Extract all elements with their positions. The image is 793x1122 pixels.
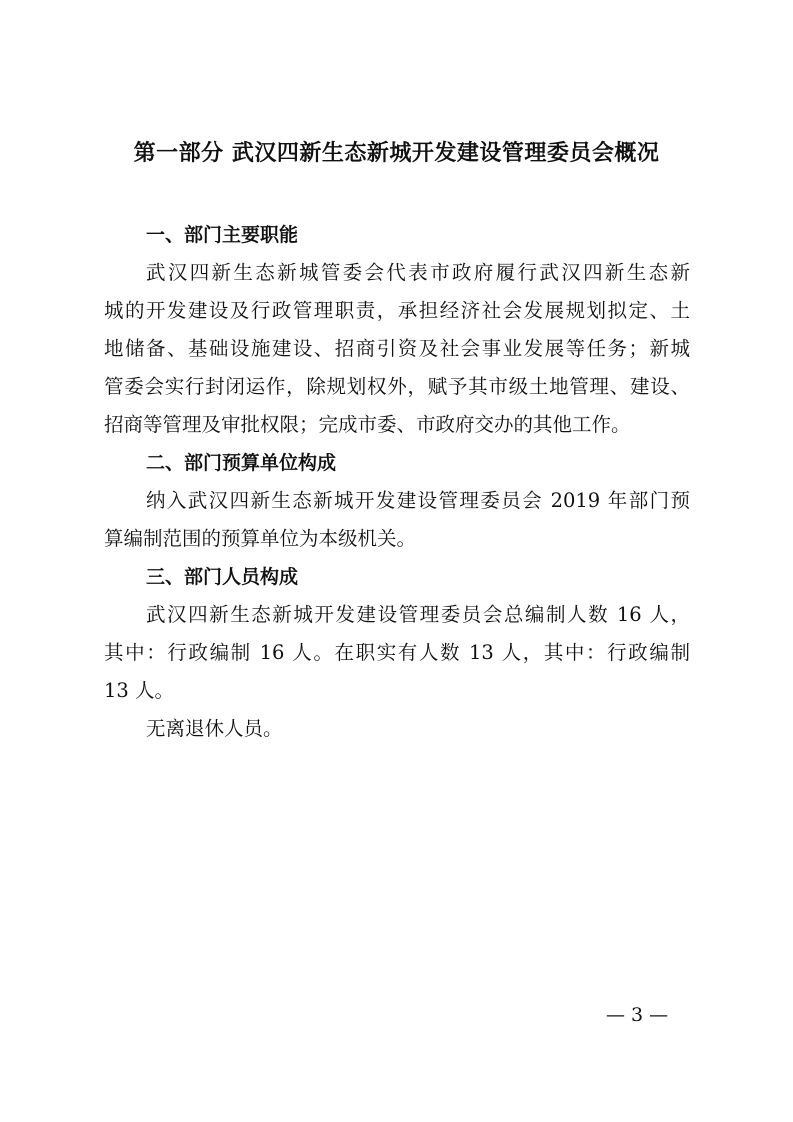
paragraph-line: 无离退休人员。 <box>146 717 283 740</box>
section-heading-functions: 一、部门主要职能 <box>146 224 299 246</box>
paragraph-line: 纳入武汉四新生态新城开发建设管理委员会 2019 年部门预 <box>146 489 690 512</box>
paragraph-line: 招商等管理及审批权限；完成市委、市政府交办的其他工作。 <box>104 413 631 436</box>
paragraph-line: 管委会实行封闭运作，除规划权外，赋予其市级土地管理、建设、 <box>104 375 690 398</box>
paragraph-line: 地储备、基础设施建设、招商引资及社会事业发展等任务；新城 <box>104 337 690 360</box>
paragraph-line: 城的开发建设及行政管理职责，承担经济社会发展规划拟定、土 <box>104 299 690 322</box>
paragraph-line: 算编制范围的预算单位为本级机关。 <box>104 527 417 550</box>
page-number: — 3 — <box>606 1004 669 1026</box>
paragraph-line: 武汉四新生态新城开发建设管理委员会总编制人数 16 人， <box>146 603 690 626</box>
page-title: 第一部分 武汉四新生态新城开发建设管理委员会概况 <box>133 141 660 166</box>
section-heading-units: 二、部门预算单位构成 <box>146 452 337 474</box>
section-heading-personnel: 三、部门人员构成 <box>146 566 299 588</box>
paragraph-line: 13 人。 <box>104 679 175 702</box>
paragraph-line: 其中：行政编制 16 人。在职实有人数 13 人，其中：行政编制 <box>104 641 690 664</box>
paragraph-line: 武汉四新生态新城管委会代表市政府履行武汉四新生态新 <box>146 261 690 284</box>
